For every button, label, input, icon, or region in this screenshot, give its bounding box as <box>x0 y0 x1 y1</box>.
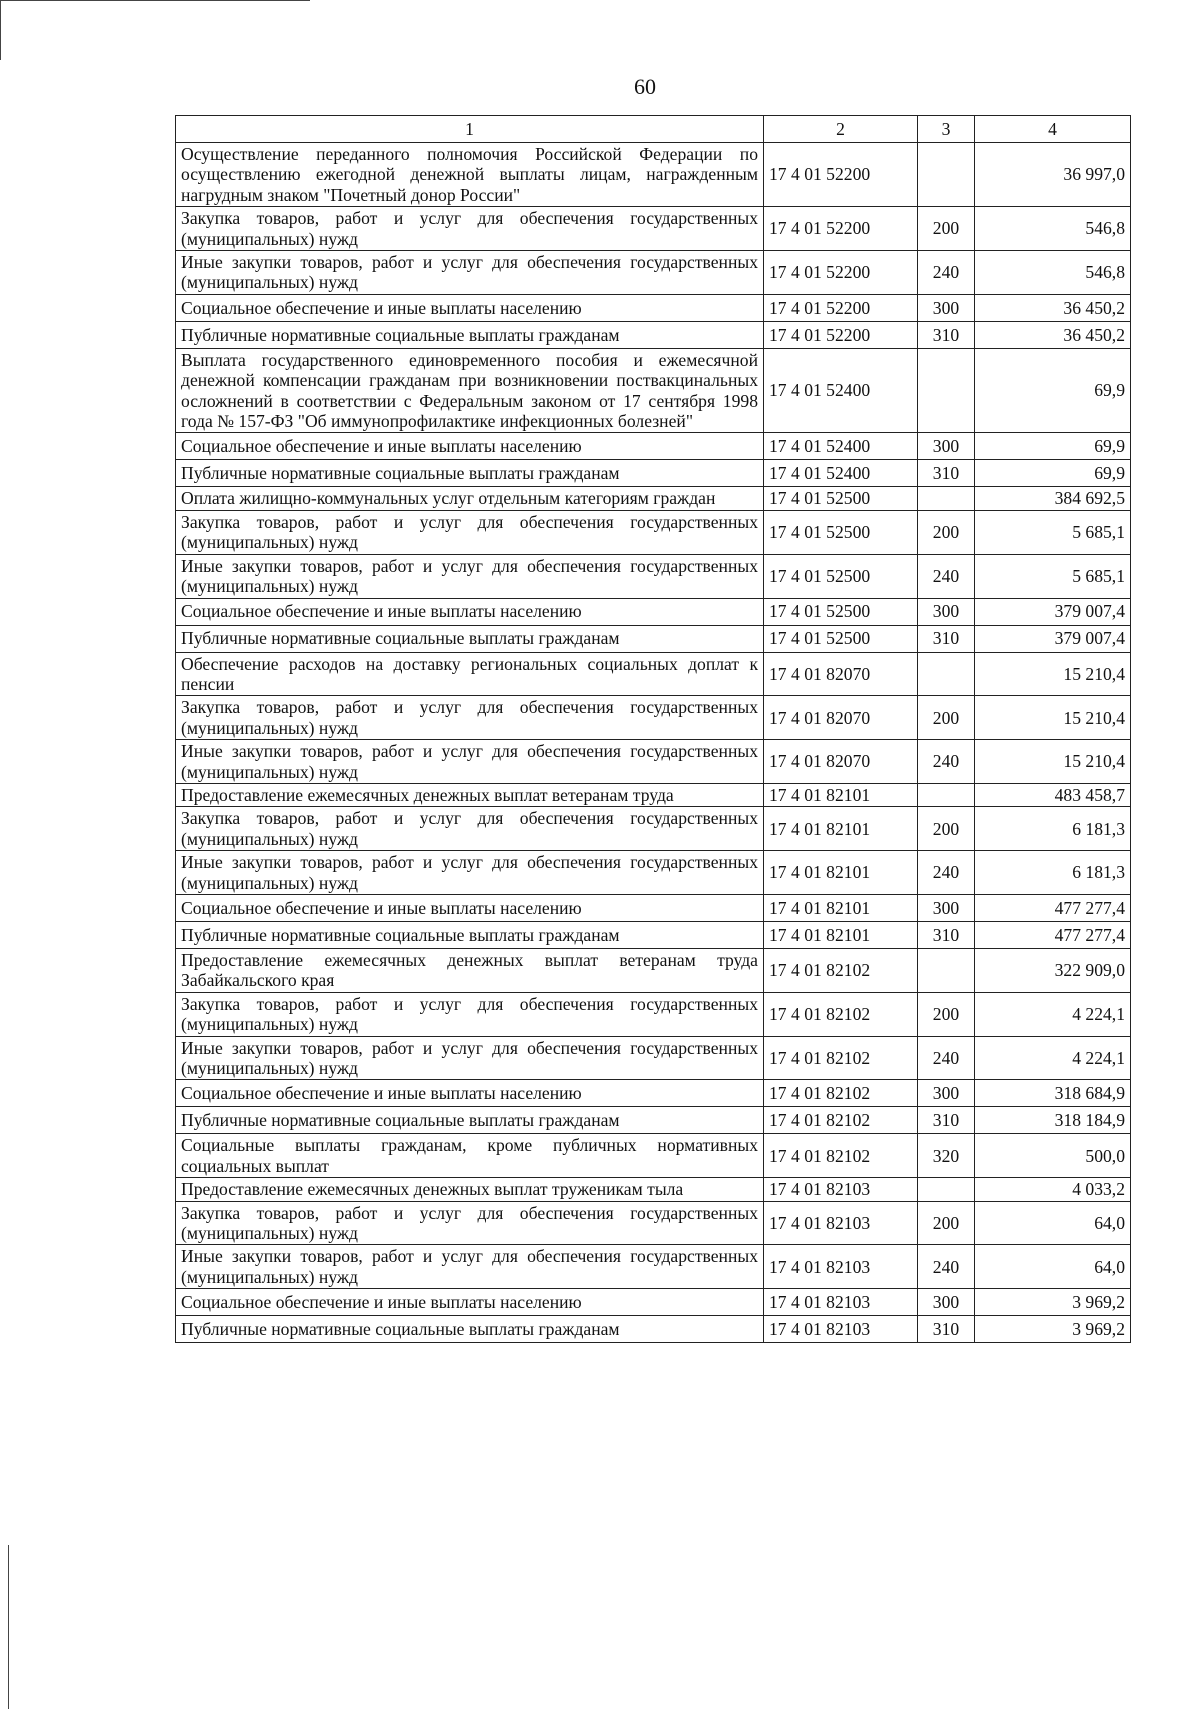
row-description: Иные закупки товаров, работ и услуг для обеспечения государственных (муниципальных) нужд <box>176 1245 764 1289</box>
row-description: Иные закупки товаров, работ и услуг для обеспечения государственных (муниципальных) нужд <box>176 554 764 598</box>
row-amount: 64,0 <box>975 1245 1131 1289</box>
table-row <box>176 1178 1131 1201</box>
row-description: Публичные нормативные социальные выплаты гражданам <box>176 1316 764 1343</box>
row-description: Предоставление ежемесячных денежных выплат труженикам тыла <box>176 1178 764 1201</box>
row-amount: 69,9 <box>975 460 1131 487</box>
row-target-code: 17 4 01 82103 <box>764 1245 918 1289</box>
table-row <box>176 807 1131 851</box>
table-row <box>176 783 1131 806</box>
row-expense-type: 200 <box>918 510 975 554</box>
table-row <box>176 598 1131 625</box>
row-target-code: 17 4 01 82102 <box>764 1080 918 1107</box>
row-target-code: 17 4 01 52500 <box>764 487 918 510</box>
column-header: 4 <box>975 116 1131 143</box>
table-row <box>176 321 1131 348</box>
row-amount: 3 969,2 <box>975 1316 1131 1343</box>
row-description: Социальное обеспечение и иные выплаты населению <box>176 1080 764 1107</box>
row-amount: 36 450,2 <box>975 294 1131 321</box>
row-expense-type: 300 <box>918 894 975 921</box>
row-expense-type: 310 <box>918 921 975 948</box>
scan-edge-line <box>0 0 310 1</box>
row-expense-type: 310 <box>918 1107 975 1134</box>
row-target-code: 17 4 01 52500 <box>764 554 918 598</box>
table-row <box>176 652 1131 696</box>
row-amount: 379 007,4 <box>975 625 1131 652</box>
row-description: Иные закупки товаров, работ и услуг для обеспечения государственных (муниципальных) нужд <box>176 1036 764 1080</box>
row-amount: 318 684,9 <box>975 1080 1131 1107</box>
column-header: 3 <box>918 116 975 143</box>
row-description: Иные закупки товаров, работ и услуг для обеспечения государственных (муниципальных) нужд <box>176 851 764 895</box>
row-expense-type: 300 <box>918 294 975 321</box>
row-amount: 4 033,2 <box>975 1178 1131 1201</box>
row-target-code: 17 4 01 52500 <box>764 510 918 554</box>
budget-table <box>175 115 1131 1343</box>
table-row <box>176 487 1131 510</box>
row-amount: 15 210,4 <box>975 652 1131 696</box>
row-expense-type: 200 <box>918 1201 975 1245</box>
row-expense-type: 240 <box>918 1245 975 1289</box>
row-description: Социальное обеспечение и иные выплаты населению <box>176 433 764 460</box>
row-target-code: 17 4 01 82101 <box>764 921 918 948</box>
row-target-code: 17 4 01 82101 <box>764 894 918 921</box>
row-target-code: 17 4 01 82102 <box>764 1134 918 1178</box>
row-target-code: 17 4 01 82102 <box>764 1107 918 1134</box>
row-target-code: 17 4 01 82070 <box>764 652 918 696</box>
row-description: Публичные нормативные социальные выплаты гражданам <box>176 1107 764 1134</box>
row-amount: 477 277,4 <box>975 921 1131 948</box>
row-target-code: 17 4 01 82103 <box>764 1201 918 1245</box>
row-description: Социальное обеспечение и иные выплаты населению <box>176 1289 764 1316</box>
row-target-code: 17 4 01 82102 <box>764 1036 918 1080</box>
table-row <box>176 1036 1131 1080</box>
budget-table-body <box>176 116 1131 1343</box>
row-description: Социальные выплаты гражданам, кроме публичных нормативных социальных выплат <box>176 1134 764 1178</box>
table-header-row <box>176 116 1131 143</box>
row-expense-type <box>918 652 975 696</box>
row-description: Закупка товаров, работ и услуг для обеспечения государственных (муниципальных) нужд <box>176 696 764 740</box>
row-description: Закупка товаров, работ и услуг для обеспечения государственных (муниципальных) нужд <box>176 807 764 851</box>
row-amount: 384 692,5 <box>975 487 1131 510</box>
row-amount: 3 969,2 <box>975 1289 1131 1316</box>
table-row <box>176 740 1131 784</box>
row-target-code: 17 4 01 82103 <box>764 1316 918 1343</box>
row-amount: 4 224,1 <box>975 1036 1131 1080</box>
row-description: Иные закупки товаров, работ и услуг для обеспечения государственных (муниципальных) нужд <box>176 740 764 784</box>
table-row <box>176 510 1131 554</box>
row-description: Закупка товаров, работ и услуг для обеспечения государственных (муниципальных) нужд <box>176 510 764 554</box>
row-amount: 318 184,9 <box>975 1107 1131 1134</box>
row-description: Осуществление переданного полномочия Российской Федерации по осуществлению ежегодной денежной выплаты лицам, награжденным нагрудным знаком "Почетный донор России" <box>176 143 764 207</box>
row-expense-type: 320 <box>918 1134 975 1178</box>
row-expense-type: 310 <box>918 1316 975 1343</box>
row-amount: 5 685,1 <box>975 510 1131 554</box>
row-amount: 322 909,0 <box>975 948 1131 992</box>
table-row <box>176 1245 1131 1289</box>
row-expense-type: 300 <box>918 1289 975 1316</box>
row-target-code: 17 4 01 82101 <box>764 807 918 851</box>
row-target-code: 17 4 01 82070 <box>764 740 918 784</box>
row-expense-type: 200 <box>918 807 975 851</box>
row-amount: 36 450,2 <box>975 321 1131 348</box>
row-description: Предоставление ежемесячных денежных выплат ветеранам труда Забайкальского края <box>176 948 764 992</box>
row-amount: 5 685,1 <box>975 554 1131 598</box>
row-amount: 69,9 <box>975 433 1131 460</box>
row-amount: 379 007,4 <box>975 598 1131 625</box>
row-target-code: 17 4 01 52400 <box>764 460 918 487</box>
row-target-code: 17 4 01 82102 <box>764 948 918 992</box>
row-expense-type: 300 <box>918 598 975 625</box>
row-description: Закупка товаров, работ и услуг для обеспечения государственных (муниципальных) нужд <box>176 992 764 1036</box>
row-description: Закупка товаров, работ и услуг для обеспечения государственных (муниципальных) нужд <box>176 207 764 251</box>
table-row <box>176 992 1131 1036</box>
row-expense-type: 300 <box>918 433 975 460</box>
row-expense-type: 240 <box>918 554 975 598</box>
row-amount: 6 181,3 <box>975 851 1131 895</box>
row-expense-type <box>918 948 975 992</box>
row-expense-type <box>918 348 975 433</box>
row-description: Обеспечение расходов на доставку региональных социальных доплат к пенсии <box>176 652 764 696</box>
table-row <box>176 948 1131 992</box>
table-row <box>176 1201 1131 1245</box>
table-row <box>176 207 1131 251</box>
table-row <box>176 1107 1131 1134</box>
table-row <box>176 894 1131 921</box>
column-header: 2 <box>764 116 918 143</box>
row-amount: 15 210,4 <box>975 696 1131 740</box>
row-target-code: 17 4 01 52200 <box>764 294 918 321</box>
table-row <box>176 348 1131 433</box>
row-target-code: 17 4 01 52400 <box>764 348 918 433</box>
page-number: 60 <box>634 74 656 99</box>
row-expense-type: 310 <box>918 460 975 487</box>
column-header: 1 <box>176 116 764 143</box>
table-row <box>176 143 1131 207</box>
table-row <box>176 625 1131 652</box>
row-target-code: 17 4 01 52500 <box>764 625 918 652</box>
row-amount: 546,8 <box>975 251 1131 295</box>
row-expense-type: 240 <box>918 251 975 295</box>
row-description: Социальное обеспечение и иные выплаты населению <box>176 294 764 321</box>
row-description: Иные закупки товаров, работ и услуг для обеспечения государственных (муниципальных) нужд <box>176 251 764 295</box>
row-description: Предоставление ежемесячных денежных выплат ветеранам труда <box>176 783 764 806</box>
row-target-code: 17 4 01 52400 <box>764 433 918 460</box>
row-target-code: 17 4 01 52200 <box>764 143 918 207</box>
row-expense-type: 200 <box>918 207 975 251</box>
row-description: Оплата жилищно-коммунальных услуг отдельным категориям граждан <box>176 487 764 510</box>
row-description: Выплата государственного единовременного пособия и ежемесячной денежной компенсации гражданам при возникновении поствакцинальных осложнений в соответствии с Федеральным законом от 17 сентября 1998 года № 157-ФЗ "Об иммунопрофилактике инфекционных болезней" <box>176 348 764 433</box>
row-target-code: 17 4 01 82101 <box>764 783 918 806</box>
row-target-code: 17 4 01 82102 <box>764 992 918 1036</box>
row-expense-type <box>918 487 975 510</box>
table-row <box>176 696 1131 740</box>
row-expense-type <box>918 1178 975 1201</box>
table-row <box>176 554 1131 598</box>
row-expense-type: 240 <box>918 851 975 895</box>
row-amount: 6 181,3 <box>975 807 1131 851</box>
scan-edge-line <box>8 1545 9 1709</box>
table-row <box>176 1289 1131 1316</box>
row-target-code: 17 4 01 82101 <box>764 851 918 895</box>
row-amount: 36 997,0 <box>975 143 1131 207</box>
row-description: Социальное обеспечение и иные выплаты населению <box>176 598 764 625</box>
scan-edge-line <box>0 0 1 60</box>
row-target-code: 17 4 01 52200 <box>764 207 918 251</box>
row-expense-type: 310 <box>918 625 975 652</box>
row-amount: 546,8 <box>975 207 1131 251</box>
row-target-code: 17 4 01 52200 <box>764 251 918 295</box>
row-expense-type <box>918 783 975 806</box>
row-amount: 477 277,4 <box>975 894 1131 921</box>
table-row <box>176 851 1131 895</box>
row-expense-type: 200 <box>918 696 975 740</box>
row-expense-type: 240 <box>918 1036 975 1080</box>
row-amount: 4 224,1 <box>975 992 1131 1036</box>
row-description: Публичные нормативные социальные выплаты гражданам <box>176 625 764 652</box>
table-row <box>176 1080 1131 1107</box>
row-target-code: 17 4 01 52500 <box>764 598 918 625</box>
row-amount: 15 210,4 <box>975 740 1131 784</box>
row-expense-type: 310 <box>918 321 975 348</box>
table-row <box>176 294 1131 321</box>
table-row <box>176 1316 1131 1343</box>
row-description: Публичные нормативные социальные выплаты гражданам <box>176 921 764 948</box>
row-target-code: 17 4 01 82070 <box>764 696 918 740</box>
row-amount: 483 458,7 <box>975 783 1131 806</box>
row-description: Публичные нормативные социальные выплаты гражданам <box>176 460 764 487</box>
table-row <box>176 460 1131 487</box>
row-target-code: 17 4 01 52200 <box>764 321 918 348</box>
row-expense-type: 300 <box>918 1080 975 1107</box>
table-row <box>176 251 1131 295</box>
row-expense-type <box>918 143 975 207</box>
table-row <box>176 921 1131 948</box>
row-amount: 69,9 <box>975 348 1131 433</box>
table-row <box>176 1134 1131 1178</box>
row-target-code: 17 4 01 82103 <box>764 1178 918 1201</box>
row-description: Публичные нормативные социальные выплаты гражданам <box>176 321 764 348</box>
row-amount: 64,0 <box>975 1201 1131 1245</box>
row-target-code: 17 4 01 82103 <box>764 1289 918 1316</box>
table-row <box>176 433 1131 460</box>
row-amount: 500,0 <box>975 1134 1131 1178</box>
row-expense-type: 200 <box>918 992 975 1036</box>
row-description: Закупка товаров, работ и услуг для обеспечения государственных (муниципальных) нужд <box>176 1201 764 1245</box>
row-expense-type: 240 <box>918 740 975 784</box>
row-description: Социальное обеспечение и иные выплаты населению <box>176 894 764 921</box>
